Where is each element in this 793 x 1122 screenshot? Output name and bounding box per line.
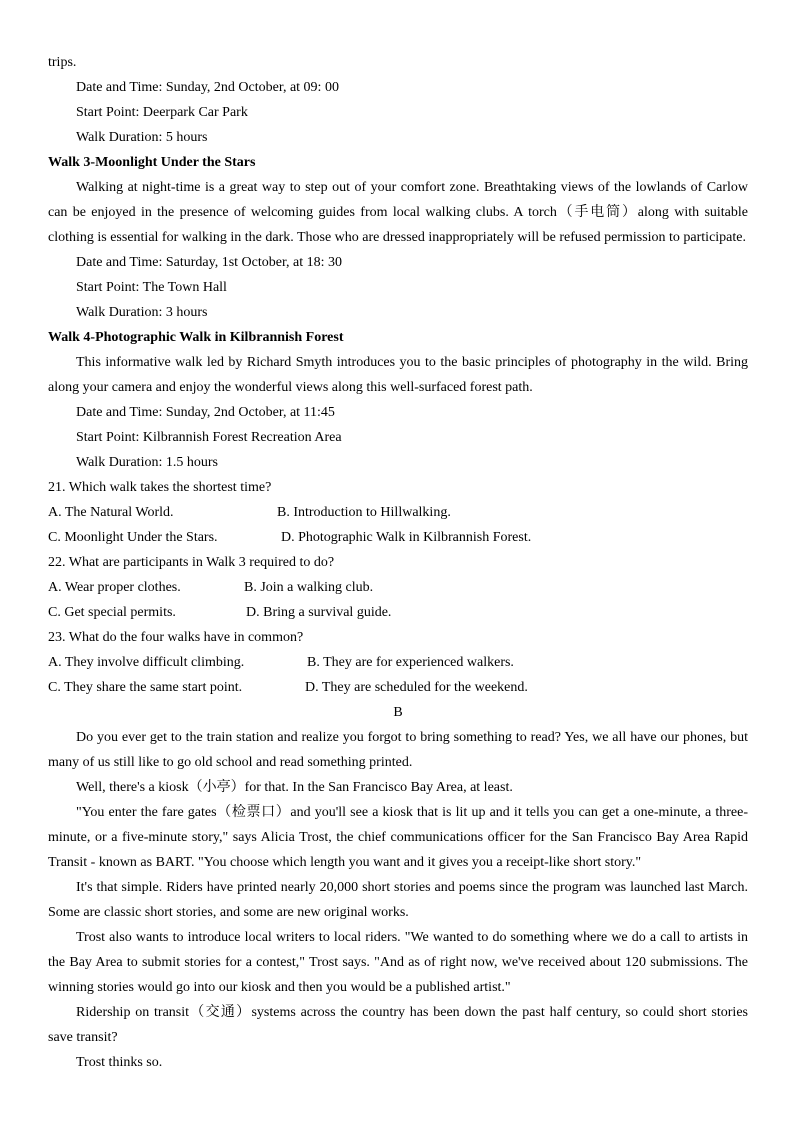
question-21-option-a: A. The Natural World. <box>48 505 174 520</box>
question-22-option-b: B. Join a walking club. <box>244 580 374 595</box>
question-22-stem: 22. What are participants in Walk 3 required to do? <box>48 555 335 570</box>
question-23-option-d: D. They are scheduled for the weekend. <box>305 680 528 695</box>
section-b-paragraph: "You enter the fare gates（检票口）and you'll see a kiosk that is lit up and it tells you can get a one-minute, a three-minute, or a five-minute story," says Alicia Trost, the chief communications officer for the San Francisco Bay Area Rapid Transit - known as BART. "You choose which length you want and it gives you a receipt-like short story." <box>48 805 748 870</box>
question-22-option-d: D. Bring a survival guide. <box>246 605 392 620</box>
walk3-duration: Walk Duration: 3 hours <box>76 305 208 320</box>
walk3-date: Date and Time: Saturday, 1st October, at 18: 30 <box>76 255 343 270</box>
walk4-title: Walk 4-Photographic Walk in Kilbrannish Forest <box>48 330 344 345</box>
question-23-options-row2 <box>48 675 748 700</box>
question-22-option-a: A. Wear proper clothes. <box>48 580 181 595</box>
section-b-paragraph: Ridership on transit（交通）systems across the country has been down the past half century, so could short stories save transit? <box>48 1005 748 1045</box>
section-b-heading: B <box>393 705 403 720</box>
walk3-body: Walking at night-time is a great way to step out of your comfort zone. Breathtaking views of the lowlands of Carlow can be enjoyed in the presence of welcoming guides from local walking clubs. A torch（手电筒）along with suitable clothing is essential for walking in the dark. Those who are dressed inappropriately will be refused permission to participate. <box>48 180 748 245</box>
walk3-title: Walk 3-Moonlight Under the Stars <box>48 155 256 170</box>
question-21-option-c: C. Moonlight Under the Stars. <box>48 530 218 545</box>
question-23-option-a: A. They involve difficult climbing. <box>48 655 245 670</box>
question-23-stem: 23. What do the four walks have in common? <box>48 630 304 645</box>
walk4-start: Start Point: Kilbrannish Forest Recreation Area <box>76 430 342 445</box>
section-b-paragraph: Well, there's a kiosk（小亭）for that. In the San Francisco Bay Area, at least. <box>76 780 513 795</box>
question-21-option-d: D. Photographic Walk in Kilbrannish Forest. <box>281 530 532 545</box>
walk4-body: This informative walk led by Richard Smyth introduces you to the basic principles of photography in the wild. Bring along your camera and enjoy the wonderful views along this well-surfaced forest path. <box>48 355 748 395</box>
document-page <box>48 50 748 1075</box>
walk4-date: Date and Time: Sunday, 2nd October, at 11:45 <box>76 405 335 420</box>
question-23-option-b: B. They are for experienced walkers. <box>307 655 514 670</box>
question-21-option-b: B. Introduction to Hillwalking. <box>277 505 451 520</box>
section-b-paragraph: It's that simple. Riders have printed nearly 20,000 short stories and poems since the program was launched last March. Some are classic short stories, and some are new original works. <box>48 880 748 920</box>
section-b-paragraph: Trost thinks so. <box>76 1055 163 1070</box>
walk3-start: Start Point: The Town Hall <box>76 280 227 295</box>
continuation-text: trips. <box>48 55 77 70</box>
section-b-paragraph: Do you ever get to the train station and realize you forgot to bring something to read? Yes, we all have our phones, but many of us still like to go old school and read something printed. <box>48 730 748 770</box>
question-23-options-row1 <box>48 650 748 675</box>
walk2-date: Date and Time: Sunday, 2nd October, at 09: 00 <box>76 80 339 95</box>
section-b-paragraph: Trost also wants to introduce local writers to local riders. "We wanted to do something where we do a call to artists in the Bay Area to submit stories for a contest," Trost says. "And as of right now, we've received about 120 submissions. The winning stories would go into our kiosk and then you would be a published artist." <box>48 930 748 995</box>
walk2-start: Start Point: Deerpark Car Park <box>76 105 248 120</box>
walk2-duration: Walk Duration: 5 hours <box>76 130 208 145</box>
walk4-duration: Walk Duration: 1.5 hours <box>76 455 218 470</box>
question-22-options-row2 <box>48 600 748 625</box>
question-22-options-row1 <box>48 575 748 600</box>
question-22-option-c: C. Get special permits. <box>48 605 176 620</box>
question-23-option-c: C. They share the same start point. <box>48 680 243 695</box>
question-21-options-row2 <box>48 525 748 550</box>
question-21-options-row1 <box>48 500 748 525</box>
question-21-stem: 21. Which walk takes the shortest time? <box>48 480 272 495</box>
